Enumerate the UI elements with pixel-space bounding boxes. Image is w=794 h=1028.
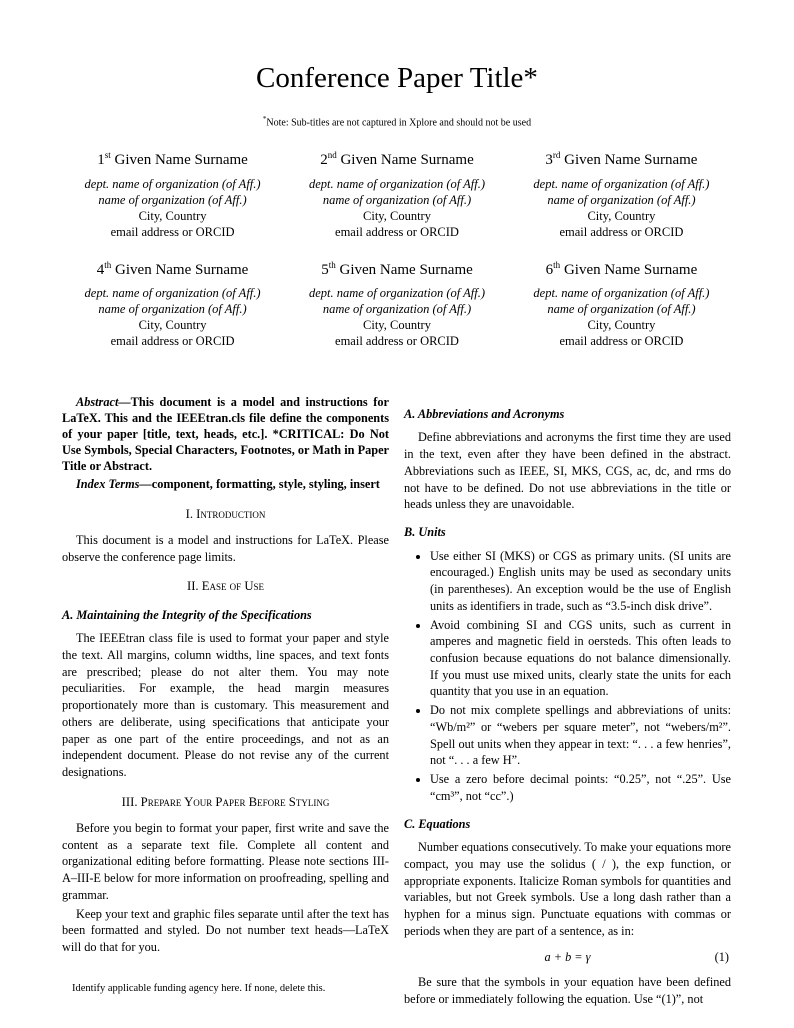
index-terms-label: Index Terms— (76, 476, 152, 491)
author-dept: dept. name of organization (of Aff.) (84, 285, 261, 300)
title-note (62, 115, 732, 128)
subsection-heading-abbreviations: A. Abbreviations and Acronyms (404, 406, 565, 421)
abstract-paragraph (62, 395, 389, 475)
author-city: City, Country (363, 208, 431, 223)
paragraph-prepare-2: Keep your text and graphic files separate until after the text has been formatted and styled. Do not number text heads—LaTeX will do that for you. (62, 906, 389, 955)
author-dept: dept. name of organization (of Aff.) (533, 285, 710, 300)
author-block (286, 260, 507, 349)
author-dept: dept. name of organization (of Aff.) (533, 176, 710, 191)
author-name-text: Given Name Surname (110, 152, 248, 169)
body-columns (62, 395, 732, 1010)
author-ordinal: 4 (96, 261, 105, 278)
paragraph-abbreviations: Define abbreviations and acronyms the first time they are used in the text, even after they have been defined in the abstract. Abbreviations such as IEEE, SI, MKS, CGS, ac, dc, and rms do not have to be defined. Do not use abbreviations in the title or heads unless they are unavoidable. (404, 430, 731, 512)
section-heading-introduction: I. Introduction (185, 506, 266, 521)
right-column (404, 395, 731, 1010)
subsection-heading-equations: C. Equations (404, 816, 471, 831)
author-block (511, 150, 732, 239)
author-ordinal: 3 (545, 152, 553, 169)
units-list-item: • Use a zero before decimal points: “0.25”, not “.25”. Use “cm³”, not “cc”.) (430, 771, 731, 804)
equation-row (404, 949, 731, 966)
index-terms-text: component, formatting, style, styling, insert (151, 476, 380, 491)
section-heading-ease-of-use: II. Ease of Use (186, 579, 265, 594)
author-org: name of organization (of Aff.) (98, 192, 247, 207)
author-name-text: Given Name Surname (111, 261, 249, 278)
author-ordinal: 5 (321, 261, 329, 278)
author-city: City, Country (138, 208, 207, 223)
author-email: email address or ORCID (559, 333, 684, 348)
author-city: City, Country (138, 317, 207, 332)
author-dept: dept. name of organization (of Aff.) (308, 285, 486, 300)
authors-grid (62, 150, 732, 368)
subsection-heading-integrity: A. Maintaining the Integrity of the Specifications (62, 607, 312, 622)
equation-number: (1) (714, 949, 729, 964)
funding-footnote: Identify applicable funding agency here. If none, delete this. (72, 982, 326, 994)
author-ordinal-suffix: nd (327, 150, 337, 161)
units-list-item: • Use either SI (MKS) or CGS as primary units. (SI units are encouraged.) English units may be used as secondary units (in parentheses). An exception would be the use of English units as identifiers in trade, such as “3.5-inch disk drive”. (430, 548, 731, 615)
author-block (62, 260, 283, 349)
author-email: email address or ORCID (335, 333, 459, 348)
units-list-item: • Do not mix complete spellings and abbreviations of units: “Wb/m²” or “webers per square meter”, not “webers/m²”. Spell out units when they appear in text: “. . . a few henries”, not “. . . a few H”. (430, 702, 731, 769)
author-email: email address or ORCID (559, 224, 684, 239)
author-name-text: Given Name Surname (560, 152, 698, 169)
author-name (511, 150, 732, 170)
author-city: City, Country (587, 317, 656, 332)
author-ordinal-suffix: th (328, 259, 336, 270)
author-name (286, 150, 507, 170)
title-note-marker: * (262, 115, 267, 123)
author-name (62, 150, 283, 170)
author-org: name of organization (of Aff.) (322, 192, 472, 207)
section-heading-prepare-paper: III. Prepare Your Paper Before Styling (121, 794, 330, 809)
author-name (286, 260, 507, 280)
author-name-text: Given Name Surname (336, 152, 474, 169)
author-city: City, Country (363, 317, 431, 332)
units-bullet-list (404, 548, 731, 805)
author-ordinal-suffix: rd (552, 150, 561, 161)
abstract-label: Abstract— (76, 394, 131, 409)
author-ordinal: 1 (97, 152, 105, 169)
units-list-item: • Avoid combining SI and CGS units, such as current in amperes and magnetic field in oersteds. This often leads to confusion because equations do not balance dimensionally. If you must use mixed units, clearly state the units for each quantity that you use in an equation. (430, 617, 731, 701)
author-email: email address or ORCID (110, 333, 235, 348)
author-ordinal-suffix: st (104, 150, 111, 161)
author-block (62, 150, 283, 239)
author-dept: dept. name of organization (of Aff.) (308, 176, 486, 191)
abstract-text: This document is a model and instructions for LaTeX. This and the IEEEtran.cls file define the components of your paper [title, text, heads, etc.]. *CRITICAL: Do Not Use Symbols, Special Characters, Footnotes, or Math in Paper Title or Abstract. (62, 394, 389, 473)
paragraph-equations-1: Number equations consecutively. To make your equations more compact, you may use the solidus ( / ), the exp function, or appropriate exponents. Italicize Roman symbols for quantities and variables, but not Greek symbols. Use a long dash rather than a hyphen for a minus sign. Punctuate equations with commas or periods when they are part of a sentence, as in: (404, 840, 731, 938)
index-terms-paragraph (62, 477, 389, 493)
equation: a + b = γ (544, 949, 591, 964)
author-email: email address or ORCID (335, 224, 459, 239)
author-city: City, Country (587, 208, 656, 223)
author-org: name of organization (of Aff.) (547, 301, 696, 316)
subsection-heading-units: B. Units (404, 525, 446, 540)
paragraph-introduction: This document is a model and instructions for LaTeX. Please observe the conference page limits. (62, 532, 389, 564)
author-ordinal-suffix: th (553, 259, 561, 270)
left-column (62, 395, 389, 1010)
author-ordinal: 2 (320, 152, 328, 169)
paragraph-equations-2: Be sure that the symbols in your equation have been defined before or immediately following the equation. Use “(1)”, not (404, 975, 731, 1006)
author-block (286, 150, 507, 239)
author-org: name of organization (of Aff.) (547, 192, 696, 207)
author-dept: dept. name of organization (of Aff.) (84, 176, 261, 191)
title-note-text: Note: Sub-titles are not captured in Xplore and should not be used (266, 117, 532, 129)
author-block (511, 260, 732, 349)
author-ordinal: 6 (545, 261, 554, 278)
author-name (511, 260, 732, 280)
paper-title: Conference Paper Title* (256, 62, 538, 94)
author-email: email address or ORCID (110, 224, 235, 239)
author-ordinal-suffix: th (104, 259, 112, 270)
author-name (62, 260, 283, 280)
author-name-text: Given Name Surname (335, 261, 473, 278)
paragraph-integrity: The IEEEtran class file is used to format your paper and style the text. All margins, column widths, line spaces, and text fonts are prescribed; please do not alter them. You may note peculiarities. For example, the head margin measures proportionately more than is customary. This measurement and others are deliberate, using specifications that anticipate your paper as one part of the entire proceedings, and not as an independent document. Please do not revise any of the current designations. (62, 631, 389, 780)
author-org: name of organization (of Aff.) (98, 301, 247, 316)
paragraph-prepare-1: Before you begin to format your paper, first write and save the content as a separate text file. Complete all content and organizational editing before formatting. Please note sections III-A–III-E below for more information on proofreading, spelling and grammar. (62, 821, 389, 902)
author-name-text: Given Name Surname (560, 261, 698, 278)
author-org: name of organization (of Aff.) (322, 301, 472, 316)
